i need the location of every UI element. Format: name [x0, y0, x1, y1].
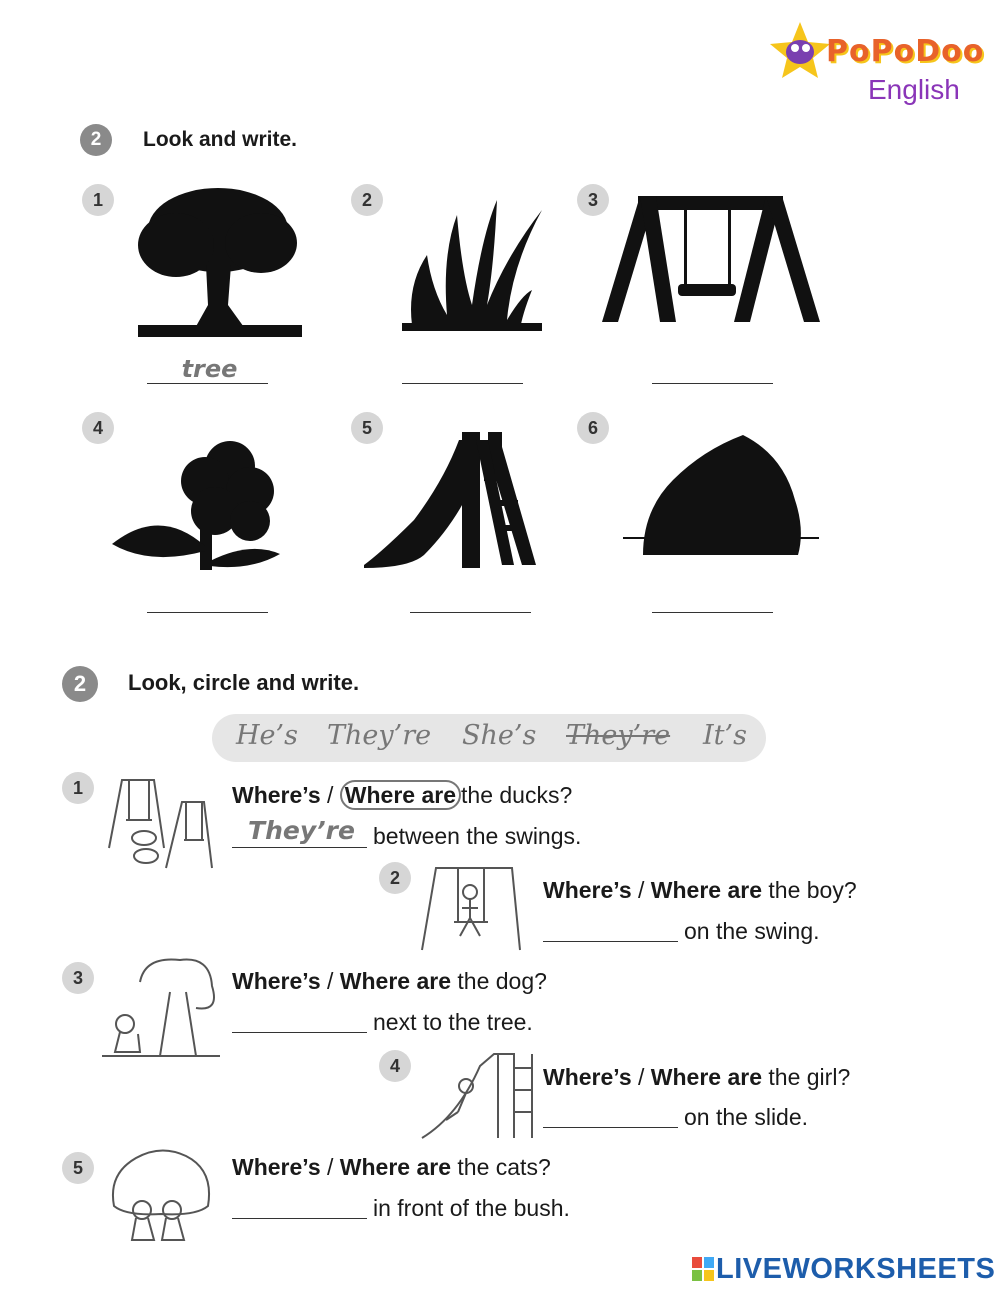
question-4: Where’s / Where are the girl? [543, 1064, 851, 1090]
option-where-are[interactable]: Where are [650, 877, 763, 903]
dog-tree-icon [100, 952, 224, 1060]
answer-field-5[interactable] [410, 581, 535, 615]
answer-sentence-tail: in front of the bush. [373, 1195, 570, 1221]
slide-icon [354, 430, 546, 570]
swing-icon [598, 192, 824, 332]
question-2: Where’s / Where are the boy? [543, 877, 857, 903]
answer-field-q5[interactable] [232, 1185, 371, 1221]
section-badge: 2 [62, 666, 98, 702]
answer-field-q3[interactable] [232, 999, 371, 1035]
question-5: Where’s / Where are the cats? [232, 1154, 551, 1180]
word-bank-item-used: They’re [566, 720, 671, 751]
answer-field-6[interactable] [652, 581, 777, 615]
answer-field-q1[interactable] [232, 812, 371, 848]
option-wheres[interactable]: Where’s [543, 1064, 632, 1090]
grass-icon [402, 195, 547, 335]
section-title: Look and write. [143, 128, 298, 151]
answer-sentence-tail: on the swing. [684, 918, 820, 944]
answer-field-1[interactable] [147, 352, 272, 386]
answer-sentence-tail: on the slide. [684, 1104, 809, 1130]
rock-icon [623, 430, 821, 560]
answer-sentence-tail: next to the tree. [373, 1009, 533, 1035]
question-number: 5 [62, 1152, 94, 1184]
girl-slide-icon [418, 1046, 538, 1142]
question-1: Where’s / Where are the ducks? [232, 782, 573, 808]
word-bank-item: He’s [236, 720, 298, 751]
word-bank-item: They’re [327, 720, 432, 751]
flower-icon [110, 436, 282, 570]
cats-bush-icon [106, 1144, 216, 1244]
option-wheres[interactable]: Where’s [232, 968, 321, 994]
item-number: 5 [351, 412, 383, 444]
brand-logo: PoPoDoo [826, 34, 985, 69]
answer-field-2[interactable] [402, 352, 527, 386]
answer-sentence-tail: between the swings. [373, 823, 582, 849]
question-number: 1 [62, 772, 94, 804]
answer-field-q2[interactable] [543, 908, 682, 944]
section-badge: 2 [80, 124, 112, 156]
liveworksheets-brand: LIVEWORKSHEETS [716, 1253, 996, 1285]
boy-swing-icon [418, 862, 524, 954]
question-3: Where’s / Where are the dog? [232, 968, 547, 994]
brand-subtitle: English [868, 74, 960, 105]
question-number: 2 [379, 862, 411, 894]
item-number: 2 [351, 184, 383, 216]
mascot-icon [768, 20, 832, 80]
word-bank-item: It’s [703, 720, 747, 751]
option-where-are[interactable]: Where are [650, 1064, 763, 1090]
liveworksheets-logo-icon [692, 1257, 714, 1281]
question-number: 3 [62, 962, 94, 994]
option-where-are-selected[interactable]: Where are [340, 780, 461, 810]
option-where-are[interactable]: Where are [339, 968, 452, 994]
tree-icon [136, 185, 304, 340]
answer-field-q4[interactable] [543, 1094, 682, 1130]
option-wheres[interactable]: Where’s [232, 782, 321, 808]
section-title: Look, circle and write. [128, 670, 360, 695]
item-number: 3 [577, 184, 609, 216]
option-wheres[interactable]: Where’s [232, 1154, 321, 1180]
item-number: 6 [577, 412, 609, 444]
option-where-are[interactable]: Where are [339, 1154, 452, 1180]
option-wheres[interactable]: Where’s [543, 877, 632, 903]
answer-field-4[interactable] [147, 581, 272, 615]
word-bank-item: She’s [462, 720, 537, 751]
question-number: 4 [379, 1050, 411, 1082]
item-number: 4 [82, 412, 114, 444]
item-number: 1 [82, 184, 114, 216]
swings-ducks-icon [104, 776, 214, 874]
answer-field-3[interactable] [652, 352, 777, 386]
